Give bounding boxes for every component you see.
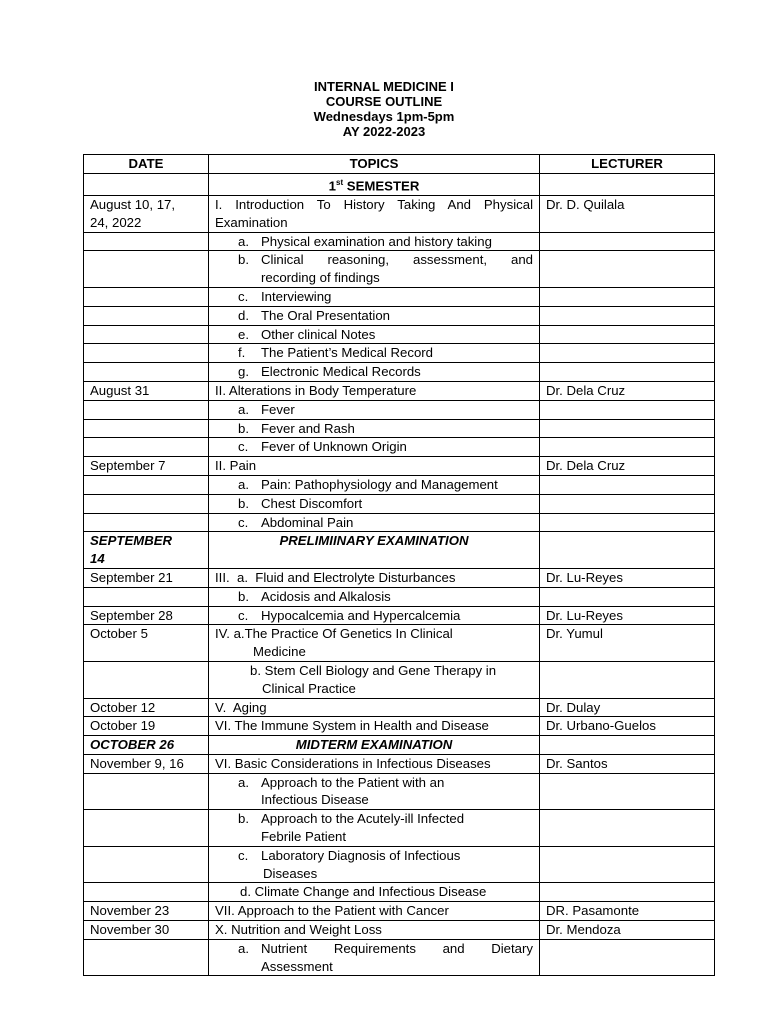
topic-cell: V. Aging: [209, 698, 540, 717]
table-row: [84, 325, 715, 344]
table-row: [84, 306, 715, 325]
table-row: [84, 921, 715, 940]
semester-row: [84, 173, 715, 195]
table-row: [84, 251, 715, 288]
document-title: COURSE OUTLINE: [325, 94, 443, 109]
subtopic-cell: d. Climate Change and Infectious Disease: [209, 883, 540, 902]
subtopic-cell: c. Interviewing: [209, 287, 540, 306]
subtopic-cell: c. Hypocalcemia and Hypercalcemia: [209, 606, 540, 625]
table-row: [84, 810, 715, 847]
lecturer-cell: Dr. Dela Cruz: [540, 381, 715, 400]
table-row: [84, 363, 715, 382]
table-row: [84, 606, 715, 625]
date-cell: November 30: [84, 921, 209, 940]
topic-cell: I. Introduction To History Taking And Physical Examination: [209, 195, 540, 232]
table-row: [84, 475, 715, 494]
subtopic-cell: b. Fever and Rash: [209, 419, 540, 438]
table-row: [84, 698, 715, 717]
table-row: [84, 344, 715, 363]
subtopic-cell: b. Stem Cell Biology and Gene Therapy in Clinical Practice: [209, 661, 540, 698]
subtopic-cell: e. Other clinical Notes: [209, 325, 540, 344]
table-row: [84, 939, 715, 976]
table-row: [84, 438, 715, 457]
lecturer-cell: Dr. Lu-Reyes: [540, 568, 715, 587]
date-cell: November 9, 16: [84, 754, 209, 773]
subtopic-cell: g. Electronic Medical Records: [209, 363, 540, 382]
date-cell: September 21: [84, 568, 209, 587]
table-row: [84, 661, 715, 698]
lecturer-cell: Dr. Yumul: [540, 625, 715, 662]
exam-row: [84, 736, 715, 755]
subtopic-cell: f. The Patient’s Medical Record: [209, 344, 540, 363]
table-row: [84, 717, 715, 736]
lecturer-column-header: LECTURER: [540, 155, 715, 174]
subtopic-cell: a. Physical examination and history taking: [209, 232, 540, 251]
lecturer-cell: Dr. D. Quilala: [540, 195, 715, 232]
table-row: [84, 232, 715, 251]
course-outline-table: [83, 154, 715, 976]
lecturer-cell: Dr. Mendoza: [540, 921, 715, 940]
academic-year: AY 2022-2023: [342, 124, 426, 139]
table-row: [84, 457, 715, 476]
table-row: [84, 773, 715, 810]
table-row: [84, 381, 715, 400]
table-row: [84, 287, 715, 306]
subtopic-cell: a. Nutrient Requirements and Dietary Assessment: [209, 939, 540, 976]
date-cell: August 31: [84, 381, 209, 400]
table-row: [84, 625, 715, 662]
table-row: [84, 513, 715, 532]
subtopic-cell: c. Laboratory Diagnosis of Infectious Diseases: [209, 846, 540, 883]
date-cell: August 10, 17, 24, 2022: [84, 195, 209, 232]
subtopic-cell: d. The Oral Presentation: [209, 306, 540, 325]
lecturer-cell: Dr. Santos: [540, 754, 715, 773]
course-title: INTERNAL MEDICINE I: [314, 79, 454, 94]
exam-date-cell: SEPTEMBER 14: [84, 532, 209, 569]
table-row: [84, 494, 715, 513]
subtopic-cell: c. Fever of Unknown Origin: [209, 438, 540, 457]
document-header: [0, 79, 768, 139]
semester-label: 1st SEMESTER: [209, 173, 540, 195]
topic-cell: X. Nutrition and Weight Loss: [209, 921, 540, 940]
subtopic-cell: b. Acidosis and Alkalosis: [209, 587, 540, 606]
table-header-row: [84, 155, 715, 174]
topic-cell: VI. The Immune System in Health and Disease: [209, 717, 540, 736]
topic-cell: IV. a.The Practice Of Genetics In Clinical Medicine: [209, 625, 540, 662]
lecturer-cell: Dr. Dulay: [540, 698, 715, 717]
date-cell: November 23: [84, 902, 209, 921]
date-column-header: DATE: [84, 155, 209, 174]
lecturer-cell: Dr. Urbano-Guelos: [540, 717, 715, 736]
table-row: [84, 400, 715, 419]
exam-title: PRELIMIINARY EXAMINATION: [209, 532, 540, 569]
exam-title: MIDTERM EXAMINATION: [209, 736, 540, 755]
topics-column-header: TOPICS: [209, 155, 540, 174]
schedule-line: Wednesdays 1pm-5pm: [313, 109, 455, 124]
subtopic-cell: a. Approach to the Patient with an Infectious Disease: [209, 773, 540, 810]
table-row: [84, 883, 715, 902]
topic-cell: II. Alterations in Body Temperature: [209, 381, 540, 400]
lecturer-cell: Dr. Lu-Reyes: [540, 606, 715, 625]
lecturer-cell: DR. Pasamonte: [540, 902, 715, 921]
subtopic-cell: c. Abdominal Pain: [209, 513, 540, 532]
subtopic-cell: a. Fever: [209, 400, 540, 419]
date-cell: September 28: [84, 606, 209, 625]
date-cell: September 7: [84, 457, 209, 476]
date-cell: October 5: [84, 625, 209, 662]
date-cell: October 12: [84, 698, 209, 717]
topic-cell: VI. Basic Considerations in Infectious Diseases: [209, 754, 540, 773]
table-row: [84, 902, 715, 921]
lecturer-cell: Dr. Dela Cruz: [540, 457, 715, 476]
table-row: [84, 195, 715, 232]
subtopic-cell: b. Approach to the Acutely-ill Infected Febrile Patient: [209, 810, 540, 847]
exam-date-cell: OCTOBER 26: [84, 736, 209, 755]
topic-cell: III. a. Fluid and Electrolyte Disturbances: [209, 568, 540, 587]
topic-cell: VII. Approach to the Patient with Cancer: [209, 902, 540, 921]
table-row: [84, 568, 715, 587]
date-cell: October 19: [84, 717, 209, 736]
table-row: [84, 846, 715, 883]
table-row: [84, 754, 715, 773]
subtopic-cell: a. Pain: Pathophysiology and Management: [209, 475, 540, 494]
subtopic-cell: b. Chest Discomfort: [209, 494, 540, 513]
exam-row: [84, 532, 715, 569]
subtopic-cell: b. Clinical reasoning, assessment, and recording of findings: [209, 251, 540, 288]
table-row: [84, 587, 715, 606]
table-row: [84, 419, 715, 438]
topic-cell: II. Pain: [209, 457, 540, 476]
